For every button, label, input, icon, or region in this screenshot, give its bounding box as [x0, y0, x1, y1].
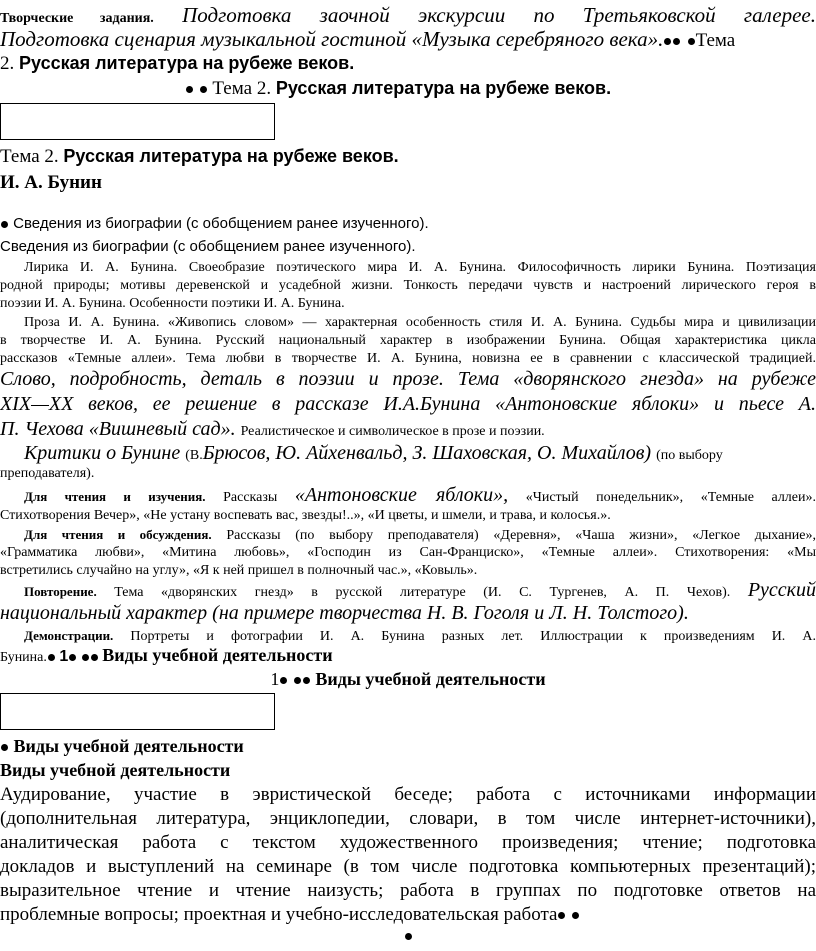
prose-italic-line-1: Слово, подробность, деталь в поэзии и прозе. Тема «дворянского гнезда» на рубеже	[0, 368, 816, 390]
tema-prefix-centered: Тема 2.	[212, 78, 272, 99]
bullet-icon	[186, 86, 193, 93]
bullet-icon	[91, 654, 98, 661]
empty-frame-2	[0, 693, 275, 730]
activities-line-6	[0, 903, 816, 927]
lyrics-line-2: родной природы; мотивы деревенской и усадебной жизни. Тонкость передачи чувств и настроений лирического героя в	[0, 278, 816, 293]
tema-number: 2.	[0, 53, 15, 74]
bullet-icon	[558, 912, 565, 919]
reading-study-rest: «Чистый понедельник», «Темные аллеи».	[525, 490, 816, 505]
repetition-line-2: национальный характер (на примере творчества Н. В. Гоголя и Л. Н. Толстого).	[0, 602, 689, 624]
demonstration-line-2	[0, 645, 816, 668]
tema-title-main: Русская литература на рубеже веков.	[63, 146, 399, 166]
activities-centered-title: Виды учебной деятельности	[315, 669, 546, 689]
lyrics-line-1: Лирика И. А. Бунина. Своеобразие поэтического мира И. А. Бунина. Философичность лирики Бунина. Поэтизация	[24, 260, 816, 275]
biography-text: Сведения из биографии (с обобщением ранее изученного).	[13, 215, 429, 232]
demonstration-bunina: Бунина.	[0, 650, 47, 665]
tema-title: Русская литература на рубеже веков.	[19, 53, 355, 73]
creative-tasks-label: Творческие задания.	[0, 11, 154, 26]
bullet-icon	[664, 38, 671, 45]
activities-line-1: Аудирование, участие в эвристической беседе; работа с источниками информации	[0, 784, 816, 805]
prose-italic-line-3	[0, 417, 816, 444]
creative-task-music-salon: Подготовка сценария музыкальной гостиной «Музыка серебряного века».	[0, 27, 664, 51]
prose-italic-line-2: XIX—XX веков, ее решение в рассказе И.А.Бунина «Антоновские яблоки» и пьесе А.	[0, 393, 816, 415]
repetition-italic-start: Русский	[747, 579, 816, 601]
activities-line-3: аналитическая работа с текстом художественного произведения; чтение; подготовка	[0, 832, 816, 853]
repetition-label: Повторение.	[24, 584, 97, 599]
demonstration-one: 1	[59, 648, 69, 665]
reading-study-line-1	[0, 484, 816, 509]
prose-italic-cherry-orchard: П. Чехова «Вишневый сад».	[0, 418, 236, 440]
demonstration-label: Демонстрации.	[24, 628, 114, 643]
repetition-text: Тема «дворянских гнезд» в русской литературе (И. С. Тургенев, А. П. Чехов).	[114, 585, 731, 600]
author-heading: И. А. Бунин	[0, 172, 102, 193]
biography-line: Сведения из биографии (с обобщением ранее изученного).	[0, 238, 416, 255]
prose-line-1: Проза И. А. Бунина. «Живопись словом» — характерная особенность стиля И. А. Бунина. Судьбы мира и цивилизации	[24, 315, 816, 330]
demonstration-line-1	[0, 627, 816, 645]
bullet-icon	[1, 221, 8, 228]
tema-line-header	[0, 51, 816, 76]
bullet-icon	[1, 744, 8, 751]
bullet-icon	[303, 677, 310, 684]
prose-line-3: рассказов «Темные аллеи». Тема любви в творчестве И. А. Бунина, новизна ее в сравнении с классической традицией.	[0, 351, 816, 366]
activities-one: 1	[270, 669, 280, 689]
bullet-icon	[200, 86, 207, 93]
biography-bulleted	[0, 214, 816, 234]
critics-line-2: преподавателя).	[0, 466, 95, 481]
critics-label: Критики о Бунине	[24, 442, 181, 464]
creative-tasks-line-2	[0, 26, 816, 54]
demonstration-text: Портреты и фотографии И. А. Бунина разных лет. Иллюстрации к произведениям И. А.	[130, 629, 816, 644]
reading-study-antonov-apples: «Антоновские яблоки»,	[294, 484, 509, 506]
reading-discussion-line-2: «Грамматика любви», «Митина любовь», «Господин из Сан-Франциско», «Темные аллеи». Стихотворения: «Мы	[0, 545, 816, 560]
realism-text: Реалистическое и символическое в прозе и поэзии.	[240, 424, 545, 439]
activities-line-2: (дополнительная литература, энциклопедии, словари, в том числе интернет-источники),	[0, 808, 816, 829]
critics-choice: (по выбору	[656, 448, 723, 463]
critics-line-1	[0, 441, 816, 468]
tema-line	[0, 144, 816, 169]
activities-line-4: докладов и выступлений на семинаре (в том числе подготовка компьютерных презентаций);	[0, 856, 816, 877]
tema-line-centered	[0, 76, 816, 101]
reading-discussion-label: Для чтения и обсуждения.	[24, 527, 212, 542]
activities-heading-bulleted	[0, 735, 816, 757]
activities-heading: Виды учебной деятельности	[0, 760, 231, 780]
tema-prefix: Тема	[695, 30, 736, 51]
trailing-bullet	[0, 930, 816, 942]
reading-study-rasskazy: Рассказы	[223, 490, 278, 505]
reading-study-label: Для чтения и изучения.	[24, 489, 206, 504]
tema-title-centered: Русская литература на рубеже веков.	[275, 78, 612, 98]
empty-frame	[0, 103, 275, 140]
activities-line-5: выразительное чтение и чтение наизусть; работа в группах по подготовке ответов на	[0, 880, 816, 901]
critics-names: Брюсов, Ю. Айхенвальд, З. Шаховская, О. Михайлов)	[202, 442, 652, 464]
bullet-icon	[48, 654, 55, 661]
bullet-icon	[405, 933, 412, 940]
reading-discussion-line-1	[0, 526, 816, 544]
creative-task-excursion: Подготовка заочной экскурсии по Третьяковской галерее.	[182, 3, 816, 27]
tema-prefix-main: Тема 2.	[0, 146, 59, 167]
lyrics-line-3: поэзии И. А. Бунина. Особенности поэтики И. А. Бунина.	[0, 296, 345, 311]
reading-study-line-2: Стихотворения Вечер», «Не устану воспевать вас, звезды!..», «И цветы, и шмели, и трава, и колосья.».	[0, 508, 611, 523]
activities-centered	[0, 668, 816, 690]
reading-discussion-line-3: встретились случайно на углу», «Я к ней пришел в полночный час.», «Ковыль».	[0, 563, 478, 578]
demonstration-activities: Виды учебной деятельности	[102, 645, 333, 665]
bullet-icon	[572, 912, 579, 919]
prose-line-2: в творчестве И. А. Бунина. Русский национальный характер в изображении Бунина. Общая характеристика цикла	[0, 333, 816, 348]
bullet-icon	[688, 38, 695, 45]
critics-open: (В.	[185, 448, 203, 463]
bullet-icon	[673, 38, 680, 45]
bullet-icon	[69, 654, 76, 661]
activities-line-6-text: проблемные вопросы; проектная и учебно-исследовательская работа	[0, 904, 558, 925]
bullet-icon	[82, 654, 89, 661]
reading-discussion-text: Рассказы (по выбору преподавателя) «Деревня», «Чаша жизни», «Легкое дыхание»,	[226, 528, 816, 543]
bullet-icon	[294, 677, 301, 684]
activities-heading-text: Виды учебной деятельности	[13, 736, 244, 756]
bullet-icon	[280, 677, 287, 684]
